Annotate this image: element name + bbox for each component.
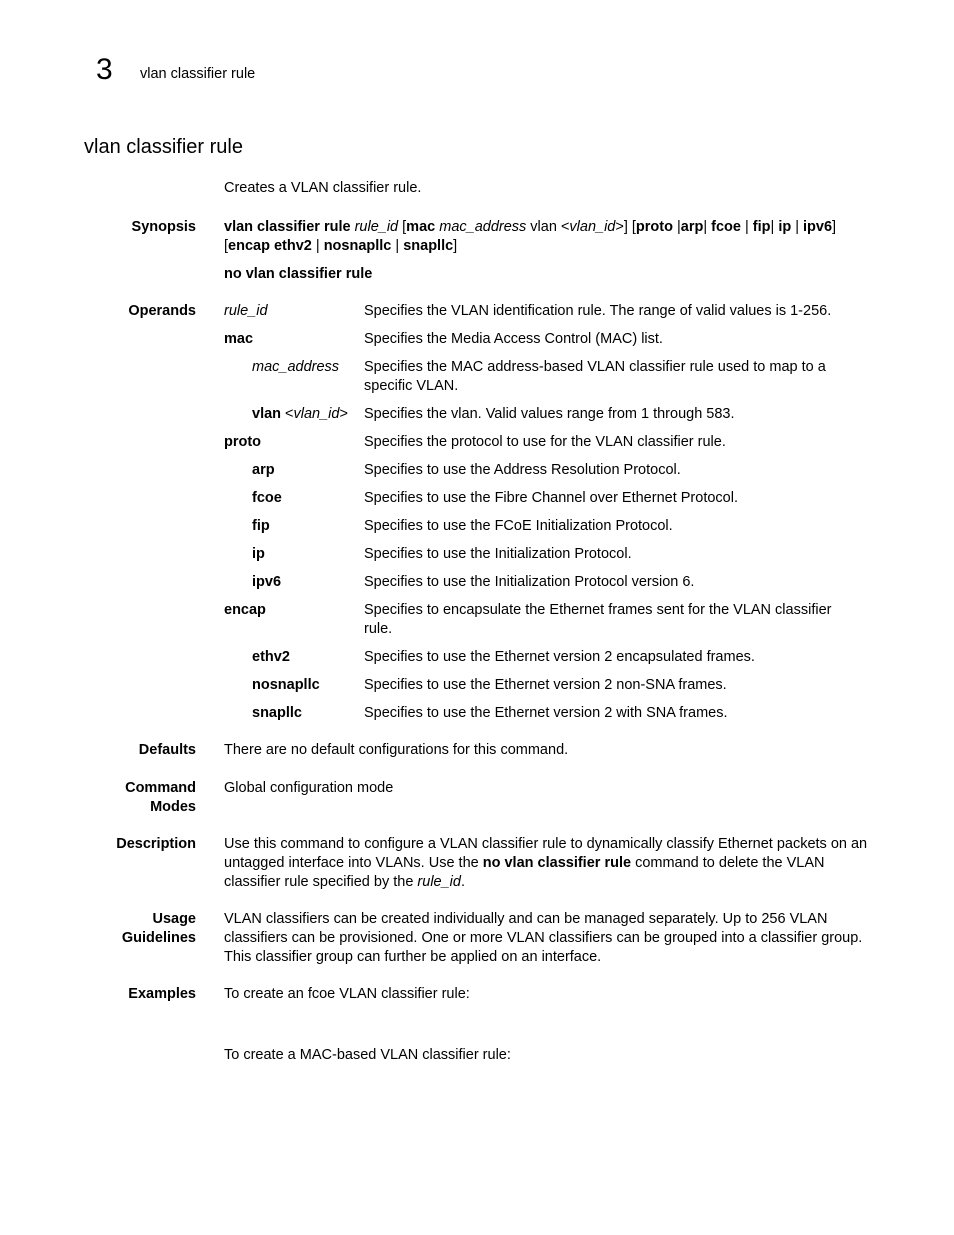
- command-modes-label: Command Modes: [125, 780, 196, 815]
- synopsis-sep: |: [770, 219, 779, 235]
- synopsis-sep: |: [311, 238, 324, 254]
- synopsis-bracket: [: [398, 219, 407, 235]
- operand-vlan-term: vlan <vlan_id>: [252, 406, 348, 422]
- synopsis-sep: |: [672, 219, 681, 235]
- synopsis-mac-address: mac_address: [439, 219, 527, 235]
- synopsis-sep: |: [391, 238, 404, 254]
- synopsis-sep: |: [791, 219, 804, 235]
- operand-mac-address-term: mac_address: [252, 359, 340, 375]
- operand-fcoe-term: fcoe: [252, 490, 282, 506]
- examples-label: Examples: [128, 986, 196, 1002]
- operand-snapllc-term: snapllc: [252, 705, 302, 721]
- usage-text: VLAN classifiers can be created individually and can be managed separately. Up to 256 VLAN classifiers can be provisioned. One or more VLAN classifiers can be grouped into a classifier group. This classifier group can further be applied on an interface.: [224, 911, 863, 965]
- description-text: Use this command to configure a VLAN classifier rule to dynamically classify Ethernet packets on an untagged interface into VLANs. Use the no vlan classifier rule command to delete the VLAN classifier rule specified by the rule_id.: [224, 836, 868, 890]
- synopsis-sep: |: [703, 219, 712, 235]
- chapter-number: 3: [96, 53, 113, 86]
- operand-mac-desc: Specifies the Media Access Control (MAC) list.: [364, 331, 663, 347]
- page-title: vlan classifier rule: [84, 136, 243, 158]
- synopsis-no-form: no vlan classifier rule: [224, 266, 373, 282]
- synopsis-cmd: vlan classifier rule: [224, 219, 351, 235]
- operands-label: Operands: [128, 303, 196, 319]
- operand-vlan-desc: Specifies the vlan. Valid values range from 1 through 583.: [364, 406, 735, 422]
- operand-rule-id-desc: Specifies the VLAN identification rule. The range of valid values is 1-256.: [364, 303, 832, 319]
- operand-ethv2-term: ethv2: [252, 649, 290, 665]
- operand-nosnapllc-term: nosnapllc: [252, 677, 320, 693]
- synopsis-label: Synopsis: [131, 219, 196, 235]
- command-modes-text: Global configuration mode: [224, 780, 394, 796]
- running-header: vlan classifier rule: [140, 66, 256, 82]
- example-mac-text: To create a MAC-based VLAN classifier rule:: [224, 1047, 511, 1063]
- operand-arp-desc: Specifies to use the Address Resolution Protocol.: [364, 462, 681, 478]
- synopsis-arp: arp: [680, 219, 704, 235]
- synopsis-text: [224, 218, 869, 256]
- synopsis-ipv6: ipv6: [803, 219, 833, 235]
- operand-ethv2-desc: Specifies to use the Ethernet version 2 encapsulated frames.: [364, 649, 755, 665]
- synopsis-proto: proto: [635, 219, 673, 235]
- operand-fip-desc: Specifies to use the FCoE Initialization Protocol.: [364, 518, 673, 534]
- operand-proto-term: proto: [224, 434, 262, 450]
- operand-rule-id-term: rule_id: [224, 303, 268, 319]
- synopsis-bracket: ]: [453, 238, 458, 254]
- operand-proto-desc: Specifies the protocol to use for the VLAN classifier rule.: [364, 434, 726, 450]
- operand-mac-address-desc: Specifies the MAC address-based VLAN classifier rule used to map to a specific VLAN.: [364, 359, 826, 394]
- intro-text: Creates a VLAN classifier rule.: [224, 180, 422, 196]
- synopsis-bracket: [: [224, 238, 229, 254]
- operand-mac-term: mac: [224, 331, 254, 347]
- operand-ipv6-term: ipv6: [252, 574, 282, 590]
- operand-encap-desc: Specifies to encapsulate the Ethernet frames sent for the VLAN classifier rule.: [364, 602, 832, 637]
- synopsis-bracket: ]: [832, 219, 837, 235]
- example-fcoe-text: To create an fcoe VLAN classifier rule:: [224, 986, 470, 1002]
- operand-ipv6-desc: Specifies to use the Initialization Protocol version 6.: [364, 574, 695, 590]
- synopsis-sep: |: [740, 219, 753, 235]
- synopsis-vlan: vlan <: [526, 219, 570, 235]
- synopsis-encap: encap ethv2: [228, 238, 312, 254]
- operand-fcoe-desc: Specifies to use the Fibre Channel over Ethernet Protocol.: [364, 490, 738, 506]
- synopsis-bracket: >] [: [615, 219, 636, 235]
- operand-nosnapllc-desc: Specifies to use the Ethernet version 2 non-SNA frames.: [364, 677, 727, 693]
- operand-ip-term: ip: [252, 546, 265, 562]
- operand-snapllc-desc: Specifies to use the Ethernet version 2 with SNA frames.: [364, 705, 728, 721]
- defaults-text: There are no default configurations for this command.: [224, 742, 569, 758]
- description-label: Description: [116, 836, 196, 852]
- synopsis-ip: ip: [778, 219, 792, 235]
- synopsis-vlan-id: vlan_id: [569, 219, 616, 235]
- defaults-label: Defaults: [138, 742, 196, 758]
- operand-fip-term: fip: [252, 518, 270, 534]
- operand-encap-term: encap: [224, 602, 266, 618]
- usage-label: Usage Guidelines: [121, 911, 196, 946]
- synopsis-mac: mac: [406, 219, 436, 235]
- operand-ip-desc: Specifies to use the Initialization Protocol.: [364, 546, 632, 562]
- synopsis-snapllc: snapllc: [403, 238, 454, 254]
- operand-arp-term: arp: [252, 462, 275, 478]
- synopsis-fcoe: fcoe: [711, 219, 741, 235]
- synopsis-nosnapllc: nosnapllc: [323, 238, 392, 254]
- synopsis-rule-id: rule_id: [354, 219, 399, 235]
- synopsis-fip: fip: [752, 219, 771, 235]
